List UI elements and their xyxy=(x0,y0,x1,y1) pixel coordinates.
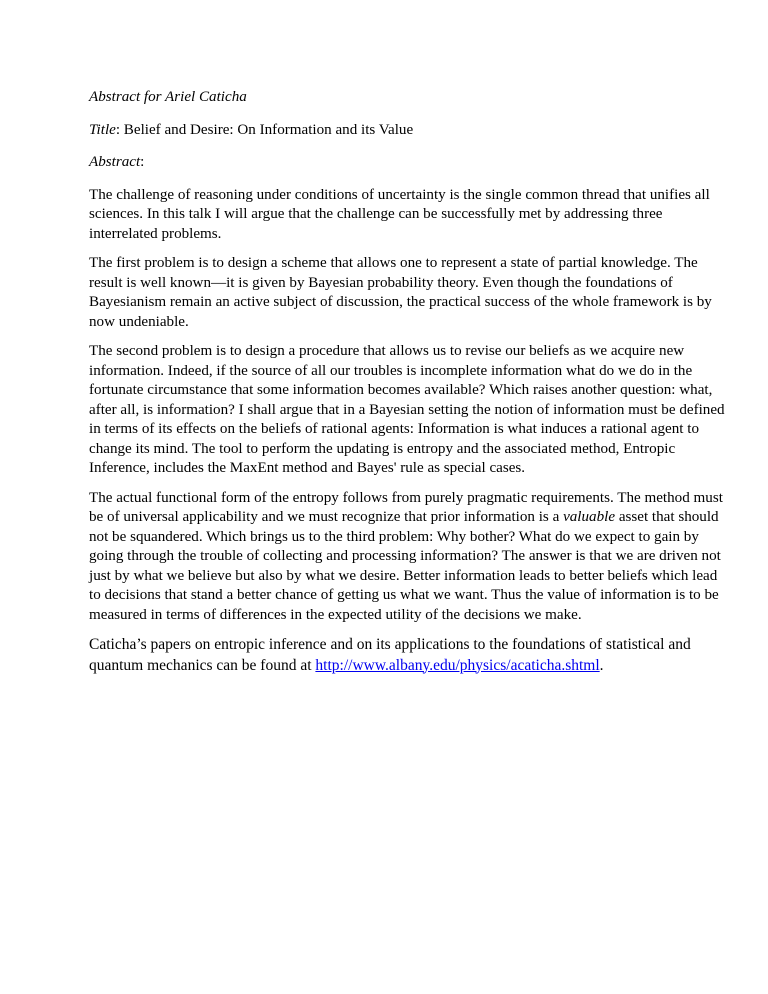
abstract-paragraph-4 xyxy=(89,489,729,626)
title-line xyxy=(89,121,729,141)
abstract-label: Abstract xyxy=(89,154,141,170)
abstract-paragraph-2: The first problem is to design a scheme that allows one to represent a state of partial knowledge. The result is well known—it is given by Bayesian probability theory. Even though the foundations of Bayesianism remain an active subject of discussion, the practical success of the whole framework is by now undeniable. xyxy=(89,255,712,330)
document-header xyxy=(89,88,729,108)
paragraph-5-end: . xyxy=(599,656,604,674)
title-label: Title xyxy=(89,121,116,138)
paragraph-4-end: asset that should not be squandered. Which brings us to the third problem: Why bother? What do we expect to gain by going through the trouble of collecting and processing information? The answer is that we are driven not just by what we believe but also by what we desire. Better information leads to better beliefs which lead to decisions that stand a better chance of getting us what we want. Thus the value of information is to be measured in terms of differences in the expected utility of the decisions we make. xyxy=(89,509,721,623)
document-body xyxy=(89,88,729,686)
abstract-paragraph-1: The challenge of reasoning under conditions of uncertainty is the single common thread that unifies all sciences. In this talk I will argue that the challenge can be successfully met by addressing three interrelated problems. xyxy=(89,186,710,242)
abstract-paragraph-5 xyxy=(89,635,729,676)
abstract-colon: : xyxy=(140,154,145,170)
header-text: Abstract for Ariel Caticha xyxy=(89,89,247,105)
paragraph-4-start: The actual functional form of the entropy follows from purely pragmatic requirements. The method must be of universal applicability and we must recognize that prior information is a xyxy=(89,489,723,525)
emphasis-valuable: valuable xyxy=(563,509,616,525)
paragraph-5-start: Caticha’s papers on entropic inference and on its applications to the foundations of statistical and quantum mechanics can be found at xyxy=(89,636,691,674)
abstract-paragraph-3: The second problem is to design a procedure that allows us to revise our beliefs as we acquire new information. Indeed, if the source of all our troubles is incomplete information what do we do in the fortunate circumstance that some information becomes available? Which raises another question: what, after all, is information? I shall argue that in a Bayesian setting the notion of information must be defined in terms of its effects on the beliefs of rational agents: Information is what induces a rational agent to change its mind. The tool to perform the updating is entropy and the associated method, Entropic Inference, includes the MaxEnt method and Bayes' rule as special cases. xyxy=(89,343,725,476)
abstract-heading xyxy=(89,153,729,173)
title-text: : Belief and Desire: On Information and its Value xyxy=(115,121,414,138)
papers-link[interactable]: http://www.albany.edu/physics/acaticha.shtml xyxy=(315,656,600,674)
